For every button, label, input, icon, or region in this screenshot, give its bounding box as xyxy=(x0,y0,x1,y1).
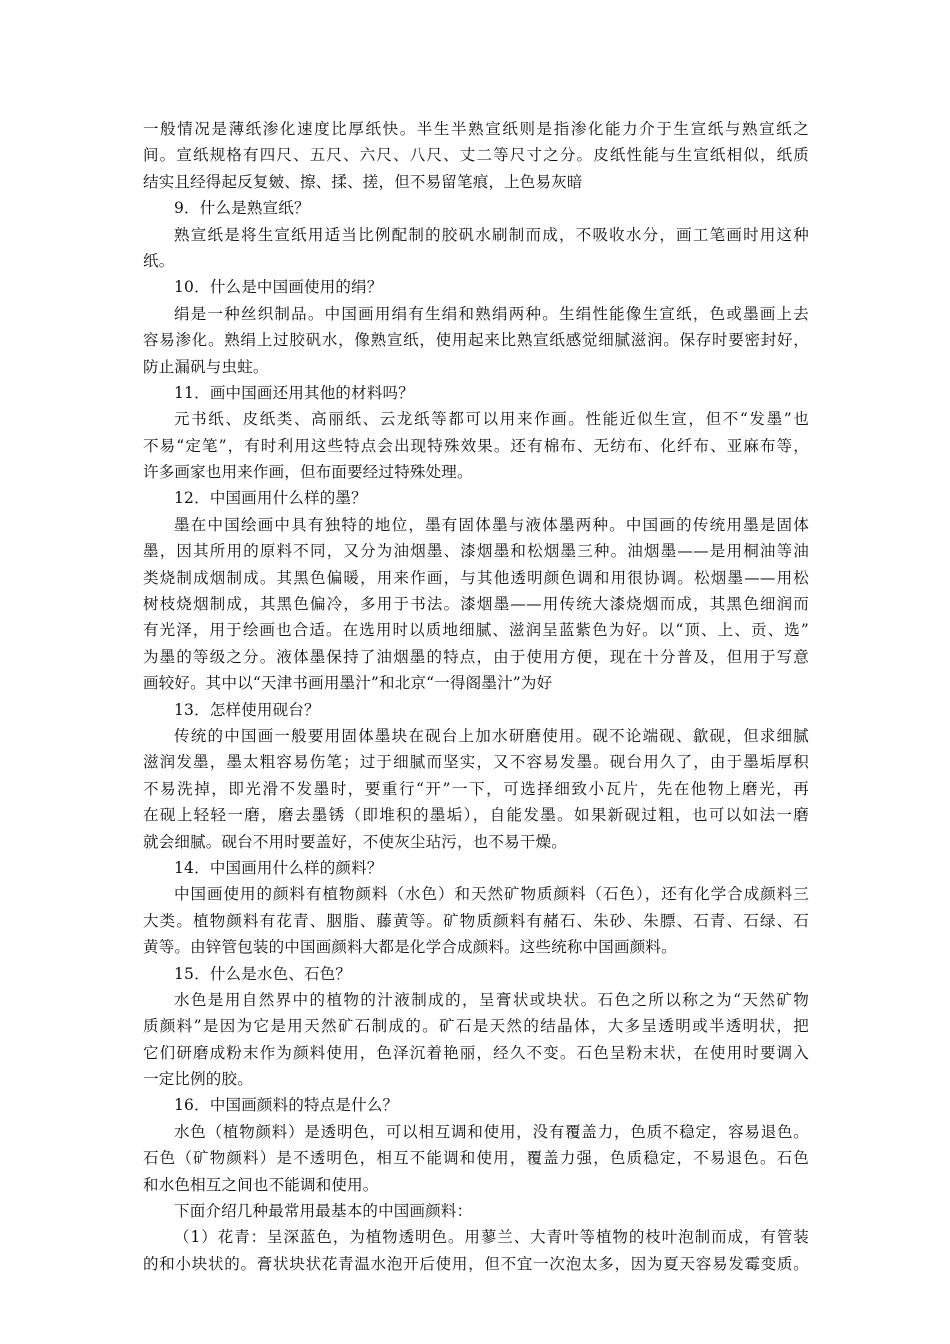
paragraph-line: 熟宣纸是将生宣纸用适当比例配制的胶矾水刷制而成，不吸收水分，画工笔画时用这种 xyxy=(174,225,809,244)
paragraph-line: 和水色相互之间也不能调和使用。 xyxy=(143,1175,379,1194)
paragraph-line: 石色（矿物颜料）是不透明色，相互不能调和使用，覆盖力强，色质稳定，不易退色。石色 xyxy=(143,1149,809,1168)
section-heading: 13．怎样使用砚台？ xyxy=(174,700,320,719)
paragraph-line: 在砚上轻轻一磨，磨去墨锈（即堆积的墨垢），自能发墨。如果新砚过粗，也可以如法一磨 xyxy=(143,806,809,825)
paragraph-line: 中国画使用的颜料有植物颜料（水色）和天然矿物质颜料（石色），还有化学合成颜料三 xyxy=(174,885,809,904)
paragraph-line: 质颜料”是因为它是用天然矿石制成的。矿石是天然的结晶体，大多呈透明或半透明状，把 xyxy=(143,1017,809,1036)
paragraph-line: 传统的中国画一般要用固体墨块在砚台上加水研磨使用。砚不论端砚、歙砚，但求细腻 xyxy=(174,726,809,745)
paragraph-line: 许多画家也用来作画，但布面要经过特殊处理。 xyxy=(143,463,473,482)
paragraph-line: 滋润发墨，墨太粗容易伤笔；过于细腻而坚实，又不容易发墨。砚台用久了，由于墨垢厚积 xyxy=(143,753,809,772)
paragraph-line: 墨，因其所用的原料不同，又分为油烟墨、漆烟墨和松烟墨三种。油烟墨——是用桐油等油 xyxy=(143,542,809,561)
paragraph-line: 不易洗掉，即光滑不发墨时，要重行“开”一下，可选择细致小瓦片，先在他物上磨光，再 xyxy=(143,779,809,798)
paragraph-line: 不易“定笔”，有时利用这些特点会出现特殊效果。还有棉布、无纺布、化纤布、亚麻布等， xyxy=(143,436,809,455)
paragraph-line: 间。宣纸规格有四尺、五尺、六尺、八尺、丈二等尺寸之分。皮纸性能与生宣纸相似，纸质 xyxy=(143,146,809,165)
paragraph-line: 纸。 xyxy=(143,251,175,270)
section-heading: 15．什么是水色、石色？ xyxy=(174,964,352,983)
section-heading: 16．中国画颜料的特点是什么？ xyxy=(174,1096,399,1115)
paragraph-line: 容易渗化。熟绢上过胶矾水，像熟宣纸，使用起来比熟宣纸感觉细腻滋润。保存时要密封好， xyxy=(143,331,809,350)
section-heading: 12．中国画用什么样的墨？ xyxy=(174,489,367,508)
paragraph-line: 有光泽，用于绘画也合适。在选用时以质地细腻、滋润呈蓝紫色为好。以“顶、上、贡、选” xyxy=(143,621,809,640)
document-page xyxy=(143,116,809,1277)
paragraph-line: 一定比例的胶。 xyxy=(143,1070,253,1089)
paragraph-line: 的和小块状的。膏状块状花青温水泡开后使用，但不宜一次泡太多，因为夏天容易发霉变质。 xyxy=(143,1254,809,1273)
paragraph-line: 为墨的等级之分。液体墨保持了油烟墨的特点，由于使用方便，现在十分普及，但用于写意 xyxy=(143,647,809,666)
paragraph-line: 水色（植物颜料）是透明色，可以相互调和使用，没有覆盖力，色质不稳定，容易退色。 xyxy=(174,1122,809,1141)
section-heading: 下面介绍几种最常用最基本的中国画颜料： xyxy=(174,1202,473,1221)
paragraph-line: 画较好。其中以“天津书画用墨汁”和北京“一得阁墨汁”为好 xyxy=(143,674,553,693)
paragraph-line: 元书纸、皮纸类、高丽纸、云龙纸等都可以用来作画。性能近似生宣，但不“发墨”也 xyxy=(174,410,809,429)
paragraph-line: 大类。植物颜料有花青、胭脂、藤黄等。矿物质颜料有赭石、朱砂、朱膘、石青、石绿、石 xyxy=(143,911,809,930)
paragraph-line: 黄等。由锌管包装的中国画颜料大都是化学合成颜料。这些统称中国画颜料。 xyxy=(143,938,677,957)
paragraph-line: 就会细腻。砚台不用时要盖好，不使灰尘玷污，也不易干燥。 xyxy=(143,832,567,851)
paragraph-line: 墨在中国绘画中具有独特的地位，墨有固体墨与液体墨两种。中国画的传统用墨是固体 xyxy=(174,515,809,534)
paragraph-line: 一般情况是薄纸渗化速度比厚纸快。半生半熟宣纸则是指渗化能力介于生宣纸与熟宣纸之 xyxy=(143,120,809,138)
paragraph-line: （1）花青：呈深蓝色，为植物透明色。用蓼兰、大青叶等植物的枝叶泡制而成，有管装 xyxy=(174,1228,809,1247)
paragraph-line: 树枝烧烟制成，其黑色偏冷，多用于书法。漆烟墨——用传统大漆烧烟而成，其黑色细润而 xyxy=(143,595,809,614)
paragraph-line: 结实且经得起反复皴、擦、揉、搓，但不易留笔痕，上色易灰暗 xyxy=(143,172,583,191)
section-heading: 14．中国画用什么样的颜料？ xyxy=(174,858,383,877)
paragraph-line: 防止漏矾与虫蛀。 xyxy=(143,357,269,376)
section-heading: 10．什么是中国画使用的绢？ xyxy=(174,278,383,297)
section-heading: 11．画中国画还用其他的材料吗？ xyxy=(174,383,414,402)
paragraph-line: 水色是用自然界中的植物的汁液制成的，呈膏状或块状。石色之所以称之为“天然矿物 xyxy=(174,990,809,1009)
paragraph-line: 绢是一种丝织制品。中国画用绢有生绢和熟绢两种。生绢性能像生宣纸，色或墨画上去 xyxy=(174,304,809,323)
paragraph-line: 它们研磨成粉末作为颜料使用，色泽沉着艳丽，经久不变。石色呈粉末状，在使用时要调入 xyxy=(143,1043,809,1062)
paragraph-line: 类烧制成烟制成。其黑色偏暖，用来作画，与其他透明颜色调和用很协调。松烟墨——用松 xyxy=(143,568,809,587)
section-heading: 9．什么是熟宣纸？ xyxy=(174,199,310,218)
